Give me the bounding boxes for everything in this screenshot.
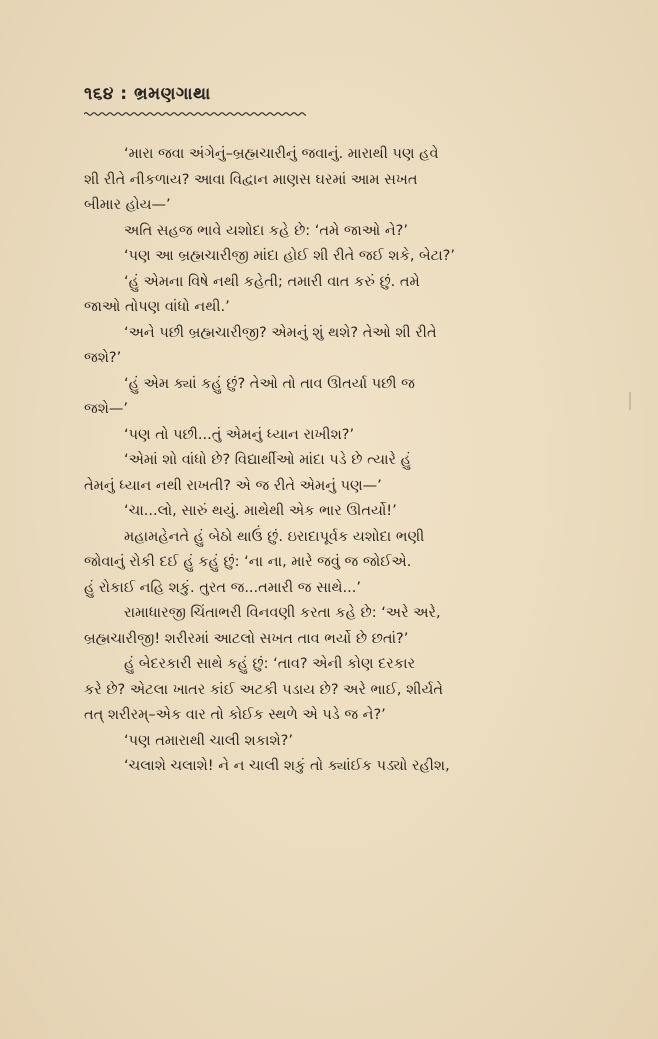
text-line: ‘હું એમ ક્યાં કહું છું? તેઓ તો તાવ ઊતર્યા પછી જ <box>124 375 415 392</box>
text-line: શી રીતે નીકળાય? આવા વિદ્વાન માણસ ઘરમાં આમ સખત <box>84 171 418 188</box>
text-line: ‘એમાં શો વાંધો છે? વિદ્યાર્થીઓ માંદા પડે છે ત્યારે હું <box>124 452 411 468</box>
body-text <box>84 142 584 780</box>
text-line: ‘પણ આ બ્રહ્મચારીજી માંદા હોઈ શી રીતે જઈ શકે, બેટા?’ <box>124 248 455 264</box>
text-line: જશે—’ <box>84 401 129 417</box>
header-wavy-underline <box>84 111 306 117</box>
text-line: અતિ સહજ ભાવે યશોદા કહે છે: ‘તમે જાઓ ને?’ <box>124 222 408 239</box>
text-line: હું બેદરકારી સાથે કહું છું: ‘તાવ? એની કોણ દરકાર <box>124 656 416 672</box>
text-line: કરે છે? એટલા ખાતર કાંઈ અટકી પડાય છે? અરે ભાઈ, શીર્યતે <box>84 681 443 698</box>
text-line: બીમાર હોય—’ <box>84 197 171 213</box>
running-head: ૧૬૪ : ભ્રમણગાથા <box>84 84 211 104</box>
text-line: મહામહેનતે હું બેઠો થાઉં છું. ઇરાદાપૂર્વક યશોદા ભણી <box>124 528 425 545</box>
page-margin-mark <box>629 392 631 410</box>
text-line: રામાધારજી ચિંતાભરી વિનવણી કરતા કહે છે: ‘અરે અરે, <box>124 605 441 621</box>
text-line: ‘હું એમના વિષે નથી કહેતી; તમારી વાત કરું છું. તમે <box>124 273 420 290</box>
text-line: ‘પણ તો પછી...તું એમનું ધ્યાન રાખીશ?’ <box>124 426 355 443</box>
text-line: તત્ શરીરમ્–એક વાર તો કોઈક સ્થળે એ પડે જ ને?’ <box>84 707 386 723</box>
text-line: જાઓ તોપણ વાંધો નથી.’ <box>84 299 230 315</box>
text-line: જોવાનું રોકી દઈ હું કહું છું: ‘ના ના, મારે જવું જ જોઈએ. <box>84 554 412 570</box>
text-line: ‘અને પછી બ્રહ્મચારીજી? એમનું શું થશે? તેઓ શી રીતે <box>124 324 437 341</box>
text-line: ‘પણ તમારાથી ચાલી શકાશે?’ <box>124 732 293 749</box>
text-line: ‘ચલાશે ચલાશે! ને ન ચાલી શકું તો ક્યાંઈક પડ્યો રહીશ, <box>124 758 450 774</box>
text-line: તેમનું ધ્યાન નથી રાખતી? એ જ રીતે એમનું પણ—’ <box>84 477 382 494</box>
text-line: ‘ચા...લો, સારું થયું. માથેથી એક ભાર ઊતર્યો!’ <box>124 503 397 519</box>
text-line: બ્રહ્મચારીજી! શરીરમાં આટલો સખત તાવ ભર્યો છે છતાં?’ <box>84 630 409 647</box>
text-line: ‘મારા જવા અંગેનું–બ્રહ્મચારીનું જવાનું. મારાથી પણ હવે <box>124 146 439 162</box>
text-line: જશે?’ <box>84 350 122 366</box>
text-line: હું રોકાઈ નહિ શકું. તુરત જ...તમારી જ સાથે...’ <box>84 579 361 596</box>
